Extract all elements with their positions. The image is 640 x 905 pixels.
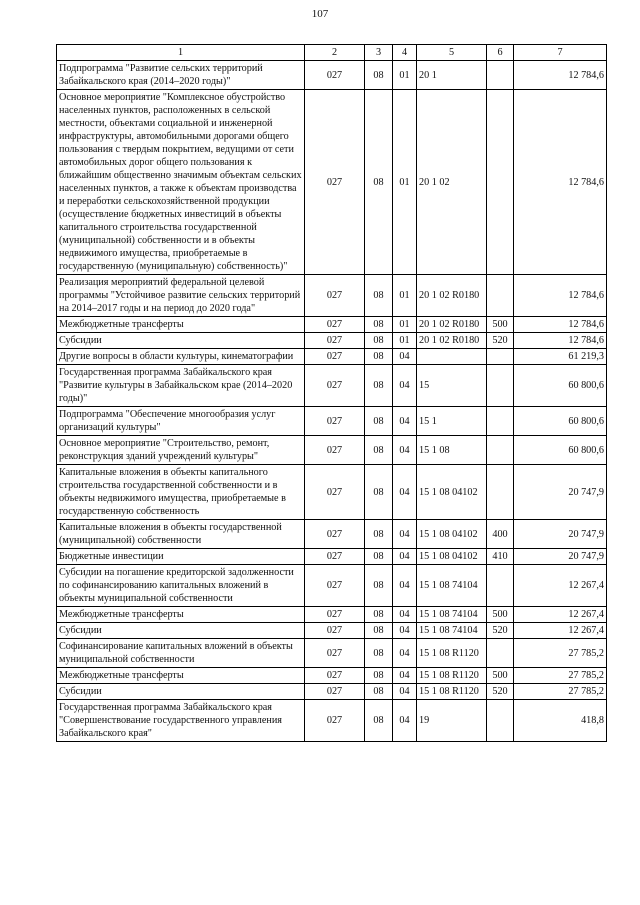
row-name: Субсидии	[57, 684, 305, 700]
row-name: Другие вопросы в области культуры, кинематографии	[57, 349, 305, 365]
cell-section-code: 08	[365, 333, 393, 349]
cell-target-article: 15 1 08 74104	[417, 623, 487, 639]
row-name: Основное мероприятие "Комплексное обустройство населенных пунктов, расположенных в сельской местности, объектами социальной и инженерной инфраструктуры, автомобильными дорогами общего пользования с твердым покрытием, ведущими от сети автомобильных дорог общего пользования к ближайшим общественно значимым объектам сельских населенных пунктов, а также к объектам производства и переработки сельскохозяйственной продукции (осуществление бюджетных инвестиций в объекты капитального строительства государственной (муниципальной) собственности и в объекты недвижимого имущества, приобретаемые в государственную (муниципальную) собственность)"	[57, 90, 305, 275]
cell-ministry-code: 027	[305, 349, 365, 365]
cell-amount: 27 785,2	[514, 639, 607, 668]
cell-target-article: 20 1 02	[417, 90, 487, 275]
table-row	[57, 668, 607, 684]
cell-target-article: 20 1	[417, 61, 487, 90]
page-number: 107	[311, 8, 329, 20]
table-row	[57, 520, 607, 549]
cell-ministry-code: 027	[305, 668, 365, 684]
column-header: 5	[417, 45, 487, 61]
cell-amount: 12 784,6	[514, 317, 607, 333]
cell-ministry-code: 027	[305, 607, 365, 623]
table-row	[57, 549, 607, 565]
table-row	[57, 275, 607, 317]
cell-expense-type	[487, 365, 514, 407]
cell-section-code: 08	[365, 520, 393, 549]
table-row	[57, 407, 607, 436]
cell-subsection-code: 04	[393, 684, 417, 700]
cell-target-article	[417, 349, 487, 365]
cell-section-code: 08	[365, 61, 393, 90]
table-row	[57, 436, 607, 465]
table-header-row	[57, 45, 607, 61]
row-name: Основное мероприятие "Строительство, ремонт, реконструкция зданий учреждений культуры"	[57, 436, 305, 465]
row-name: Капитальные вложения в объекты государственной (муниципальной) собственности	[57, 520, 305, 549]
cell-subsection-code: 04	[393, 465, 417, 520]
column-header: 2	[305, 45, 365, 61]
cell-ministry-code: 027	[305, 365, 365, 407]
column-header: 1	[57, 45, 305, 61]
cell-amount: 12 784,6	[514, 275, 607, 317]
cell-expense-type: 520	[487, 333, 514, 349]
cell-expense-type	[487, 349, 514, 365]
cell-expense-type: 500	[487, 317, 514, 333]
cell-section-code: 08	[365, 549, 393, 565]
table-row	[57, 623, 607, 639]
cell-section-code: 08	[365, 607, 393, 623]
row-name: Реализация мероприятий федеральной целевой программы "Устойчивое развитие сельских территорий на 2014–2017 годы и на период до 2020 года"	[57, 275, 305, 317]
cell-ministry-code: 027	[305, 465, 365, 520]
cell-section-code: 08	[365, 275, 393, 317]
table-body	[57, 61, 607, 742]
table-row	[57, 684, 607, 700]
table-row	[57, 639, 607, 668]
cell-expense-type	[487, 465, 514, 520]
cell-ministry-code: 027	[305, 61, 365, 90]
cell-section-code: 08	[365, 365, 393, 407]
cell-amount: 12 784,6	[514, 333, 607, 349]
cell-target-article: 15 1 08 R1120	[417, 639, 487, 668]
cell-subsection-code: 04	[393, 407, 417, 436]
cell-subsection-code: 01	[393, 90, 417, 275]
cell-expense-type: 520	[487, 684, 514, 700]
cell-section-code: 08	[365, 407, 393, 436]
row-name: Капитальные вложения в объекты капитального строительства государственной собственности и в объекты недвижимого имущества, приобретаемые в государственную собственность	[57, 465, 305, 520]
cell-section-code: 08	[365, 565, 393, 607]
cell-subsection-code: 04	[393, 520, 417, 549]
cell-target-article: 19	[417, 700, 487, 742]
cell-target-article: 20 1 02 R0180	[417, 317, 487, 333]
cell-target-article: 15 1 08 74104	[417, 607, 487, 623]
cell-ministry-code: 027	[305, 436, 365, 465]
cell-amount: 12 267,4	[514, 607, 607, 623]
cell-target-article: 15	[417, 365, 487, 407]
cell-amount: 12 267,4	[514, 565, 607, 607]
cell-subsection-code: 04	[393, 700, 417, 742]
cell-expense-type: 410	[487, 549, 514, 565]
table-row	[57, 333, 607, 349]
cell-ministry-code: 027	[305, 700, 365, 742]
cell-amount: 12 784,6	[514, 90, 607, 275]
cell-subsection-code: 04	[393, 549, 417, 565]
cell-expense-type	[487, 436, 514, 465]
cell-subsection-code: 04	[393, 639, 417, 668]
cell-subsection-code: 04	[393, 365, 417, 407]
table-row	[57, 365, 607, 407]
cell-ministry-code: 027	[305, 90, 365, 275]
cell-subsection-code: 04	[393, 349, 417, 365]
cell-section-code: 08	[365, 317, 393, 333]
budget-table	[56, 44, 607, 742]
row-name: Подпрограмма "Развитие сельских территорий Забайкальского края (2014–2020 годы)"	[57, 61, 305, 90]
cell-subsection-code: 01	[393, 333, 417, 349]
cell-expense-type: 520	[487, 623, 514, 639]
cell-section-code: 08	[365, 684, 393, 700]
cell-section-code: 08	[365, 465, 393, 520]
cell-amount: 12 267,4	[514, 623, 607, 639]
cell-ministry-code: 027	[305, 549, 365, 565]
cell-ministry-code: 027	[305, 407, 365, 436]
table-row	[57, 607, 607, 623]
cell-subsection-code: 04	[393, 565, 417, 607]
column-header: 7	[514, 45, 607, 61]
cell-amount: 60 800,6	[514, 407, 607, 436]
column-header: 4	[393, 45, 417, 61]
cell-target-article: 15 1 08 R1120	[417, 668, 487, 684]
cell-amount: 12 784,6	[514, 61, 607, 90]
cell-target-article: 15 1 08 R1120	[417, 684, 487, 700]
cell-section-code: 08	[365, 349, 393, 365]
cell-target-article: 15 1	[417, 407, 487, 436]
cell-expense-type: 500	[487, 607, 514, 623]
cell-target-article: 15 1 08	[417, 436, 487, 465]
cell-ministry-code: 027	[305, 275, 365, 317]
cell-subsection-code: 04	[393, 623, 417, 639]
column-header: 6	[487, 45, 514, 61]
cell-ministry-code: 027	[305, 623, 365, 639]
cell-target-article: 15 1 08 74104	[417, 565, 487, 607]
cell-expense-type	[487, 90, 514, 275]
table-row	[57, 61, 607, 90]
cell-subsection-code: 01	[393, 275, 417, 317]
cell-section-code: 08	[365, 623, 393, 639]
cell-amount: 60 800,6	[514, 436, 607, 465]
cell-section-code: 08	[365, 90, 393, 275]
cell-section-code: 08	[365, 700, 393, 742]
table-row	[57, 317, 607, 333]
cell-target-article: 15 1 08 04102	[417, 520, 487, 549]
row-name: Государственная программа Забайкальского края "Совершенствование государственного управления Забайкальского края"	[57, 700, 305, 742]
row-name: Субсидии	[57, 623, 305, 639]
table-row	[57, 465, 607, 520]
cell-amount: 20 747,9	[514, 549, 607, 565]
cell-amount: 27 785,2	[514, 668, 607, 684]
cell-target-article: 20 1 02 R0180	[417, 275, 487, 317]
row-name: Субсидии	[57, 333, 305, 349]
cell-section-code: 08	[365, 639, 393, 668]
column-header: 3	[365, 45, 393, 61]
table-row	[57, 700, 607, 742]
cell-section-code: 08	[365, 668, 393, 684]
cell-target-article: 15 1 08 04102	[417, 465, 487, 520]
cell-expense-type: 500	[487, 668, 514, 684]
table-row	[57, 565, 607, 607]
cell-section-code: 08	[365, 436, 393, 465]
row-name: Подпрограмма "Обеспечение многообразия услуг организаций культуры"	[57, 407, 305, 436]
cell-subsection-code: 04	[393, 668, 417, 684]
cell-ministry-code: 027	[305, 684, 365, 700]
cell-expense-type	[487, 565, 514, 607]
cell-ministry-code: 027	[305, 639, 365, 668]
cell-expense-type: 400	[487, 520, 514, 549]
cell-amount: 20 747,9	[514, 520, 607, 549]
cell-amount: 418,8	[514, 700, 607, 742]
row-name: Бюджетные инвестиции	[57, 549, 305, 565]
cell-amount: 61 219,3	[514, 349, 607, 365]
cell-expense-type	[487, 61, 514, 90]
row-name: Межбюджетные трансферты	[57, 607, 305, 623]
cell-expense-type	[487, 639, 514, 668]
row-name: Межбюджетные трансферты	[57, 668, 305, 684]
row-name: Софинансирование капитальных вложений в объекты муниципальной собственности	[57, 639, 305, 668]
cell-subsection-code: 04	[393, 607, 417, 623]
table-row	[57, 90, 607, 275]
cell-expense-type	[487, 275, 514, 317]
cell-target-article: 20 1 02 R0180	[417, 333, 487, 349]
cell-ministry-code: 027	[305, 565, 365, 607]
row-name: Межбюджетные трансферты	[57, 317, 305, 333]
cell-subsection-code: 01	[393, 317, 417, 333]
cell-ministry-code: 027	[305, 333, 365, 349]
cell-expense-type	[487, 407, 514, 436]
row-name: Субсидии на погашение кредиторской задолженности по софинансированию капитальных вложений в объекты муниципальной собственности	[57, 565, 305, 607]
cell-ministry-code: 027	[305, 520, 365, 549]
row-name: Государственная программа Забайкальского края "Развитие культуры в Забайкальском крае (2014–2020 годы)"	[57, 365, 305, 407]
cell-subsection-code: 01	[393, 61, 417, 90]
cell-amount: 27 785,2	[514, 684, 607, 700]
cell-ministry-code: 027	[305, 317, 365, 333]
cell-target-article: 15 1 08 04102	[417, 549, 487, 565]
table-row	[57, 349, 607, 365]
cell-expense-type	[487, 700, 514, 742]
cell-subsection-code: 04	[393, 436, 417, 465]
cell-amount: 60 800,6	[514, 365, 607, 407]
cell-amount: 20 747,9	[514, 465, 607, 520]
